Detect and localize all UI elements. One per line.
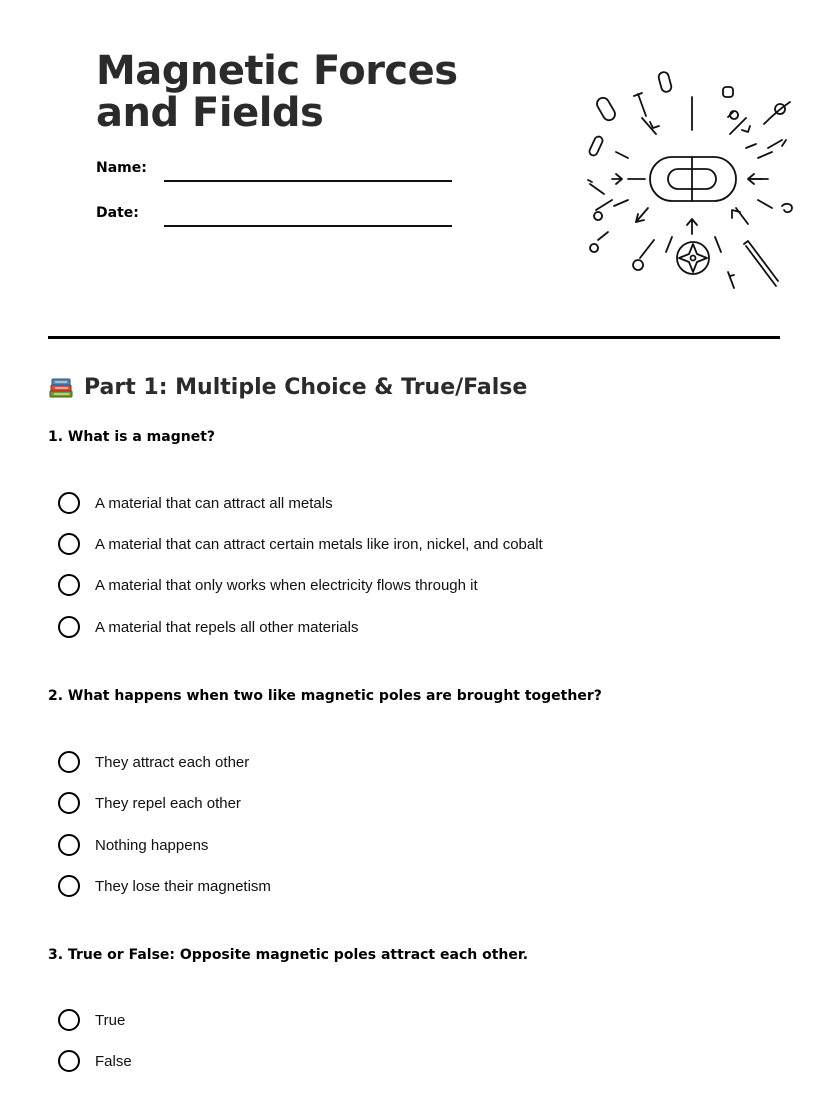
radio-button[interactable] <box>58 616 80 638</box>
question-2: 2. What happens when two like magnetic poles are brought together? <box>48 688 602 704</box>
radio-button[interactable] <box>58 751 80 773</box>
question-2-option-2[interactable] <box>58 791 241 815</box>
option-label: False <box>95 1052 132 1070</box>
option-label: They lose their magnetism <box>95 877 271 895</box>
worksheet-title: Magnetic Forces and Fields <box>96 48 458 136</box>
option-label: They repel each other <box>95 794 241 812</box>
question-1-option-3[interactable] <box>58 573 478 597</box>
section-divider <box>48 336 780 339</box>
option-label: True <box>95 1011 126 1029</box>
radio-button[interactable] <box>58 875 80 897</box>
question-2-option-1[interactable] <box>58 750 249 774</box>
question-1: 1. What is a magnet? <box>48 429 216 445</box>
option-label: A material that can attract all metals <box>95 494 333 512</box>
question-2-option-3[interactable] <box>58 833 208 857</box>
question-1-option-2[interactable] <box>58 532 543 556</box>
radio-button[interactable] <box>58 1050 80 1072</box>
question-2-option-4[interactable] <box>58 874 271 898</box>
name-line[interactable] <box>164 180 452 182</box>
books-icon <box>48 374 74 400</box>
date-line[interactable] <box>164 225 452 227</box>
magnet-illustration <box>580 62 810 298</box>
option-label: Nothing happens <box>95 836 209 854</box>
question-1-option-1[interactable] <box>58 491 333 515</box>
radio-button[interactable] <box>58 792 80 814</box>
question-3-option-true[interactable] <box>58 1008 125 1032</box>
radio-button[interactable] <box>58 1009 80 1031</box>
part1-title <box>48 374 527 400</box>
name-field[interactable] <box>96 160 456 184</box>
date-label: Date: <box>96 205 139 221</box>
radio-button[interactable] <box>58 574 80 596</box>
option-label: A material that repels all other materials <box>95 618 359 636</box>
worksheet-header <box>48 0 780 338</box>
option-label: A material that can attract certain metals like iron, nickel, and cobalt <box>95 535 543 553</box>
radio-button[interactable] <box>58 492 80 514</box>
date-field[interactable] <box>96 205 456 229</box>
name-label: Name: <box>96 160 147 176</box>
radio-button[interactable] <box>58 834 80 856</box>
option-label: A material that only works when electricity flows through it <box>95 576 478 594</box>
part1-title-text: Part 1: Multiple Choice & True/False <box>84 374 528 400</box>
question-1-option-4[interactable] <box>58 615 358 639</box>
question-3-option-false[interactable] <box>58 1049 132 1073</box>
radio-button[interactable] <box>58 533 80 555</box>
question-3: 3. True or False: Opposite magnetic poles attract each other. <box>48 947 529 963</box>
option-label: They attract each other <box>95 753 250 771</box>
